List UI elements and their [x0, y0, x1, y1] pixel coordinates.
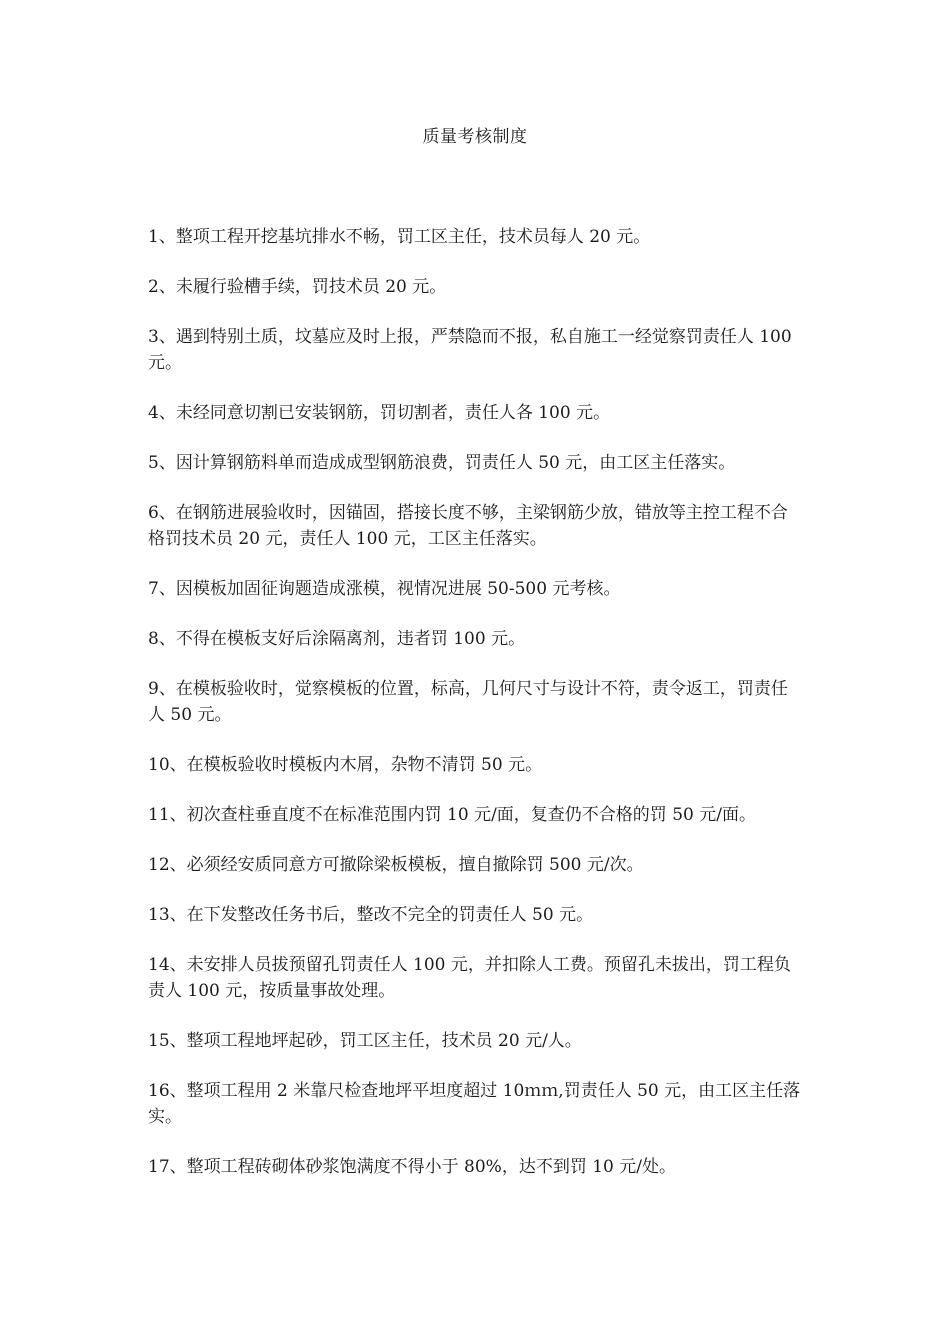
rule-item-8: 8、不得在模板支好后涂隔离剂，违者罚 100 元。 [148, 629, 526, 649]
document-title: 质量考核制度 [422, 127, 528, 147]
rule-item-2: 2、未履行验槽手续，罚技术员 20 元。 [148, 277, 447, 297]
rule-item-15: 15、整项工程地坪起砂，罚工区主任，技术员 20 元/人。 [148, 1031, 582, 1051]
rule-item-11: 11、初次查柱垂直度不在标准范围内罚 10 元/面，复查仍不合格的罚 50 元/面。 [148, 805, 756, 825]
rules-list [148, 224, 804, 1204]
rule-item-14: 14、未安排人员拔预留孔罚责任人 100 元，并扣除人工费。预留孔未拔出，罚工程负责人 100 元，按质量事故处理。 [148, 955, 791, 1001]
rule-item-12: 12、必须经安质同意方可撤除梁板模板，擅自撤除罚 500 元/次。 [148, 855, 644, 875]
rule-item-9: 9、在模板验收时，觉察模板的位置，标高，几何尺寸与设计不符，责令返工，罚责任人 50 元。 [148, 679, 788, 725]
rule-item-13: 13、在下发整改任务书后，整改不完全的罚责任人 50 元。 [148, 905, 594, 925]
rule-item-17: 17、整项工程砖砌体砂浆饱满度不得小于 80%，达不到罚 10 元/处。 [148, 1157, 676, 1177]
rule-item-5: 5、因计算钢筋料单而造成成型钢筋浪费，罚责任人 50 元，由工区主任落实。 [148, 453, 736, 473]
rule-item-3: 3、遇到特别土质，坟墓应及时上报，严禁隐而不报，私自施工一经觉察罚责任人 100 元。 [148, 327, 792, 373]
rule-item-6: 6、在钢筋进展验收时，因锚固，搭接长度不够，主梁钢筋少放，错放等主控工程不合格罚技术员 20 元，责任人 100 元，工区主任落实。 [148, 503, 788, 549]
rule-item-1: 1、整项工程开挖基坑排水不畅，罚工区主任，技术员每人 20 元。 [148, 227, 651, 247]
rule-item-7: 7、因模板加固征询题造成涨模，视情况进展 50-500 元考核。 [148, 579, 621, 599]
rule-item-16: 16、整项工程用 2 米靠尺检查地坪平坦度超过 10ｍｍ,罚责任人 50 元，由工区主任落实。 [148, 1081, 801, 1127]
rule-item-4: 4、未经同意切割已安装钢筋，罚切割者，责任人各 100 元。 [148, 403, 611, 423]
rule-item-10: 10、在模板验收时模板内木屑，杂物不清罚 50 元。 [148, 755, 543, 775]
